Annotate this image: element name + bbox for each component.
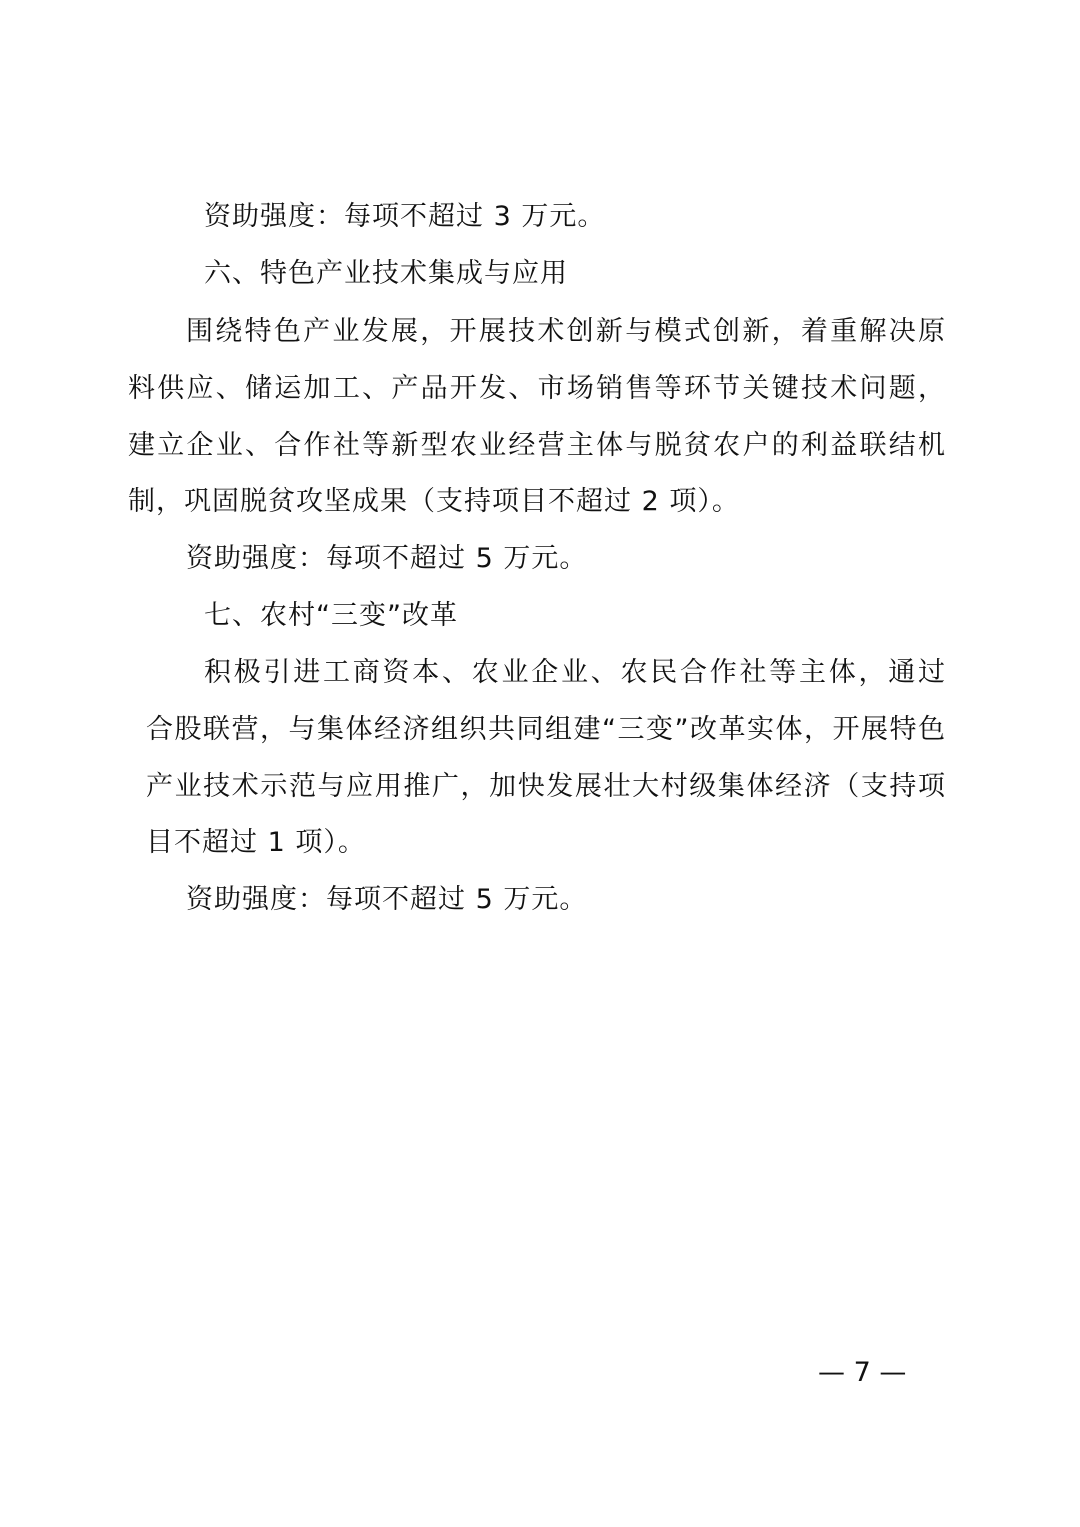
funding-intensity-line-2: 资助强度：每项不超过 5 万元。 xyxy=(186,543,588,574)
funding-intensity-line-1: 资助强度：每项不超过 3 万元。 xyxy=(204,201,606,232)
section-6-body-line-3: 建立企业、合作社等新型农业经营主体与脱贫农户的利益联结机 xyxy=(128,430,946,461)
section-heading-7: 七、农村“三变”改革 xyxy=(204,600,458,631)
section-6-body-line-1: 围绕特色产业发展，开展技术创新与模式创新，着重解决原 xyxy=(186,316,946,347)
section-7-body-line-1: 积极引进工商资本、农业企业、农民合作社等主体，通过 xyxy=(204,657,946,688)
section-6-body-line-2: 料供应、储运加工、产品开发、市场销售等环节关键技术问题， xyxy=(128,373,946,404)
section-7-body-line-3: 产业技术示范与应用推广，加快发展壮大村级集体经济（支持项 xyxy=(146,771,946,802)
section-6-body-line-4: 制，巩固脱贫攻坚成果（支持项目不超过 2 项）。 xyxy=(128,486,740,517)
section-7-body-line-2: 合股联营，与集体经济组织共同组建“三变”改革实体，开展特色 xyxy=(146,714,946,745)
section-heading-6: 六、特色产业技术集成与应用 xyxy=(204,258,568,289)
funding-intensity-line-3: 资助强度：每项不超过 5 万元。 xyxy=(186,884,588,915)
section-7-body-line-4: 目不超过 1 项）。 xyxy=(146,827,366,858)
page-number: — 7 — xyxy=(818,1357,907,1388)
